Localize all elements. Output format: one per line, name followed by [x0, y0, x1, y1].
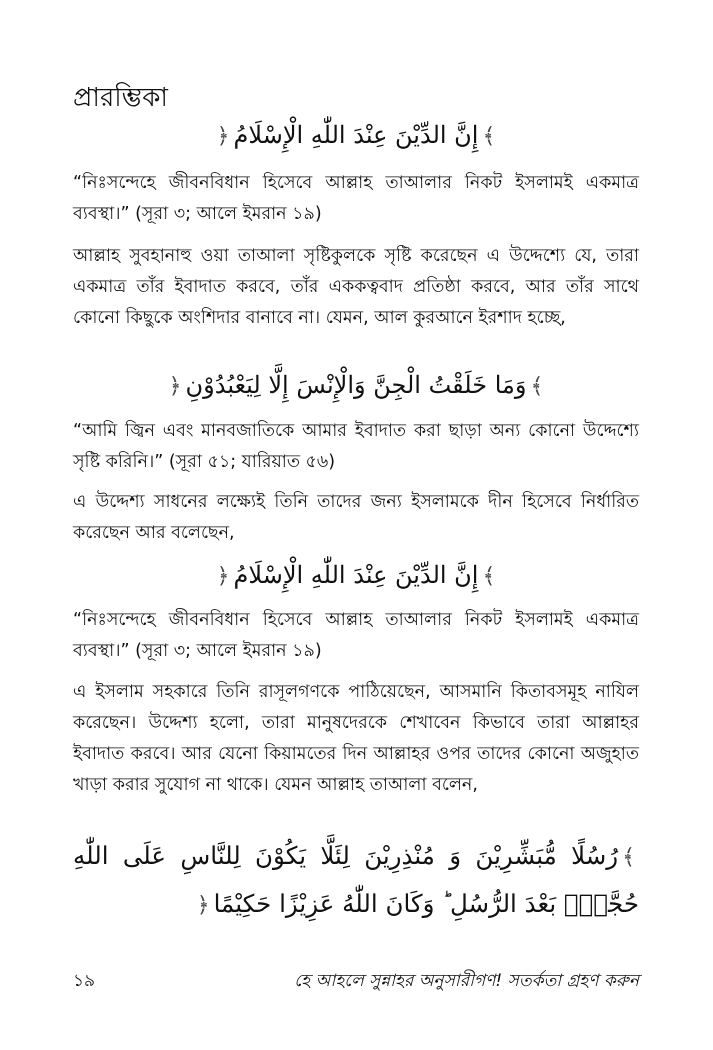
verse-text: رُسُلًا مُّبَشِّرِيْنَ وَ مُنْذِرِيْنَ لِئَلَّا يَكُوْنَ لِلنَّاسِ عَلَى اللّٰهِ حُجَّةٌۢ بَعْدَ الرُّسُلِ ؕ وَكَانَ اللّٰهُ عَزِيْزًا حَكِيْمًا — [73, 841, 639, 918]
ornament-close-icon: ﴿ — [216, 124, 230, 149]
ornament-open-icon: ﴾ — [482, 564, 496, 589]
quran-verse — [73, 368, 639, 404]
verse-text: إِنَّ الدِّيْنَ عِنْدَ اللّٰهِ الْإِسْلَامُ — [233, 561, 479, 589]
section-heading: প্রারম্ভিকা — [73, 83, 168, 113]
page-number: ১৯ — [73, 971, 96, 991]
ornament-open-icon: ﴾ — [482, 124, 496, 149]
verse-translation: “নিঃসন্দেহে জীবনবিধান হিসেবে আল্লাহ তাআলার নিকট ইসলামই একমাত্র ব্যবস্থা।” (সূরা ৩; আলে ইমরান ১৯) — [73, 173, 639, 224]
verse-text: إِنَّ الدِّيْنَ عِنْدَ اللّٰهِ الْإِسْلَامُ — [233, 121, 479, 149]
page-footer — [73, 966, 639, 996]
running-title: হে আহলে সুন্নাহর অনুসারীগণ! সতর্কতা গ্রহণ করুন — [294, 971, 639, 991]
verse-translation: “নিঃসন্দেহে জীবনবিধান হিসেবে আল্লাহ তাআলার নিকট ইসলামই একমাত্র ব্যবস্থা।” (সূরা ৩; আলে ইমরান ১৯) — [73, 610, 639, 661]
ornament-close-icon: ﴿ — [216, 564, 230, 589]
quran-verse — [73, 558, 639, 594]
paragraph: এ উদ্দেশ্য সাধনের লক্ষ্যেই তিনি তাদের জন্য ইসলামকে দীন হিসেবে নির্ধারিত করেছেন আর বলেছেন, — [73, 492, 639, 543]
paragraph: আল্লাহ সুবহানাহু ওয়া তাআলা সৃষ্টিকুলকে সৃষ্টি করেছেন এ উদ্দেশ্যে যে, তারা একমাত্র তাঁর ইবাদাত করবে, তাঁর এককত্ববাদ প্রতিষ্ঠা করবে, আর তাঁর সাথে কোনো কিছুকে অংশিদার বানাবে না। যেমন, আল কুরআনে ইরশাদ হচ্ছে, — [73, 246, 639, 328]
paragraph: এ ইসলাম সহকারে তিনি রাসূলগণকে পাঠিয়েছেন, আসমানি কিতাবসমূহ নাযিল করেছেন। উদ্দেশ্য হলো, তারা মানুষদেরকে শেখাবেন কিভাবে তারা আল্লাহর ইবাদাত করবে। আর যেনো কিয়ামতের দিন আল্লাহর ওপর তাদের কোনো অজুহাত খাড়া করার সুযোগ না থাকে। যেমন আল্লাহ তাআলা বলেন, — [73, 682, 639, 795]
ornament-open-icon: ﴾ — [622, 845, 635, 870]
quran-verse — [73, 833, 639, 929]
quran-verse — [73, 118, 639, 154]
verse-translation: “আমি জ্বিন এবং মানবজাতিকে আমার ইবাদাত করা ছাড়া অন্য কোনো উদ্দেশ্যে সৃষ্টি করিনি।” (সূরা ৫১; যারিয়াত ৫৬) — [73, 421, 639, 472]
verse-text: وَمَا خَلَقْتُ الْجِنَّ وَالْإِنْسَ إِلَّا لِيَعْبُدُوْنِ — [185, 371, 527, 399]
ornament-open-icon: ﴾ — [530, 374, 544, 399]
ornament-close-icon: ﴿ — [196, 893, 210, 918]
book-page — [73, 0, 639, 1050]
ornament-close-icon: ﴿ — [168, 374, 182, 399]
